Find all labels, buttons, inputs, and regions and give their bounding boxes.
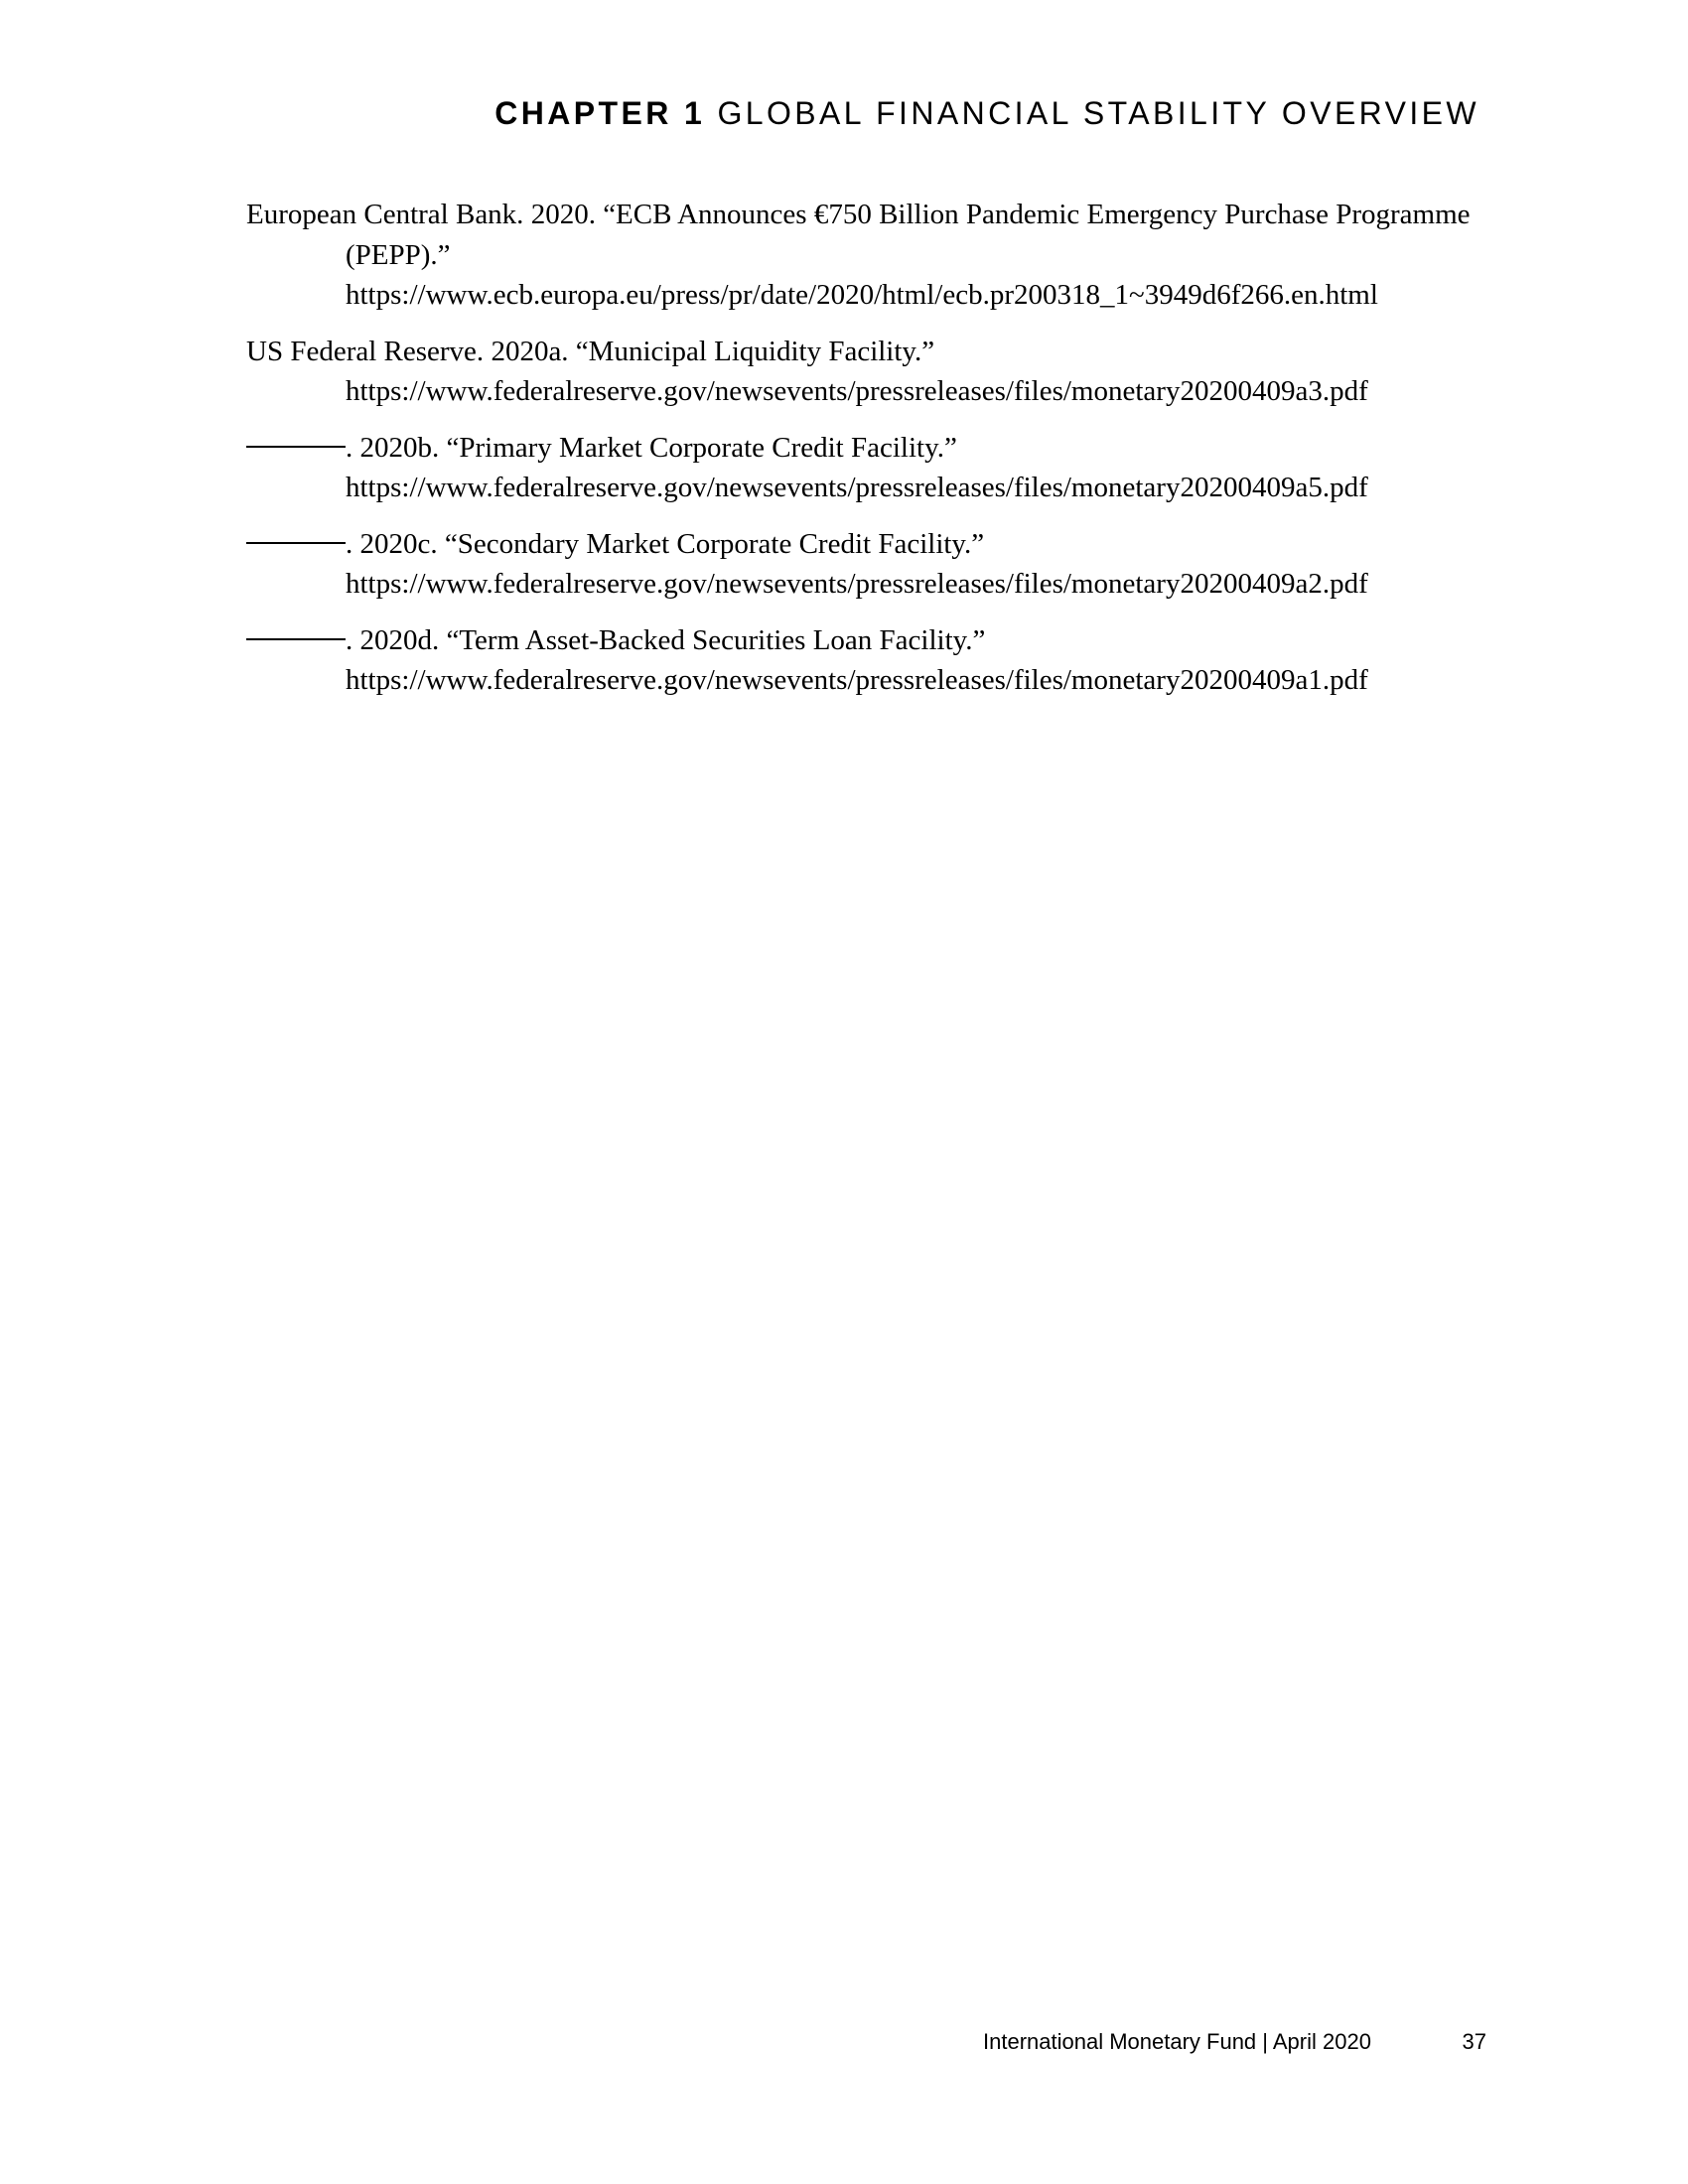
- reference-author: US Federal Reserve.: [246, 335, 485, 367]
- reference-list: [246, 195, 1482, 717]
- reference-url[interactable]: https://www.federalreserve.gov/newsevents/pressreleases/files/monetary20200409a1.pdf: [346, 664, 1368, 696]
- reference-entry: [246, 332, 1482, 412]
- repeat-author-dash: [246, 446, 346, 448]
- reference-url[interactable]: https://www.federalreserve.gov/newsevents/pressreleases/files/monetary20200409a5.pdf: [346, 472, 1368, 503]
- reference-url[interactable]: https://www.ecb.europa.eu/press/pr/date/2020/html/ecb.pr200318_1~3949d6f266.en.html: [346, 279, 1378, 311]
- chapter-title: GLOBAL FINANCIAL STABILITY OVERVIEW: [717, 95, 1479, 131]
- reference-entry: [246, 524, 1482, 605]
- reference-title: 2020. “ECB Announces €750 Billion Pandemic Emergency Purchase Programme (PEPP).”: [346, 199, 1471, 271]
- reference-title: . 2020c. “Secondary Market Corporate Credit Facility.”: [346, 527, 985, 560]
- reference-entry: [246, 620, 1482, 701]
- repeat-author-dash: [246, 542, 346, 544]
- reference-url[interactable]: https://www.federalreserve.gov/newsevents/pressreleases/files/monetary20200409a2.pdf: [346, 568, 1368, 600]
- reference-author: European Central Bank.: [246, 199, 524, 230]
- chapter-label: CHAPTER 1: [494, 95, 706, 131]
- reference-title: 2020a. “Municipal Liquidity Facility.”: [491, 335, 935, 367]
- reference-url[interactable]: https://www.federalreserve.gov/newsevents/pressreleases/files/monetary20200409a3.pdf: [346, 375, 1368, 407]
- reference-entry: [246, 195, 1482, 316]
- page-number: 37: [1462, 2029, 1486, 2054]
- page-footer: [983, 2031, 1486, 2053]
- reference-title: . 2020b. “Primary Market Corporate Credit Facility.”: [346, 431, 957, 464]
- repeat-author-dash: [246, 638, 346, 640]
- reference-title: . 2020d. “Term Asset-Backed Securities Loan Facility.”: [346, 623, 986, 656]
- running-header: [494, 97, 1479, 129]
- reference-entry: [246, 428, 1482, 508]
- footer-publisher: International Monetary Fund | April 2020: [983, 2029, 1371, 2054]
